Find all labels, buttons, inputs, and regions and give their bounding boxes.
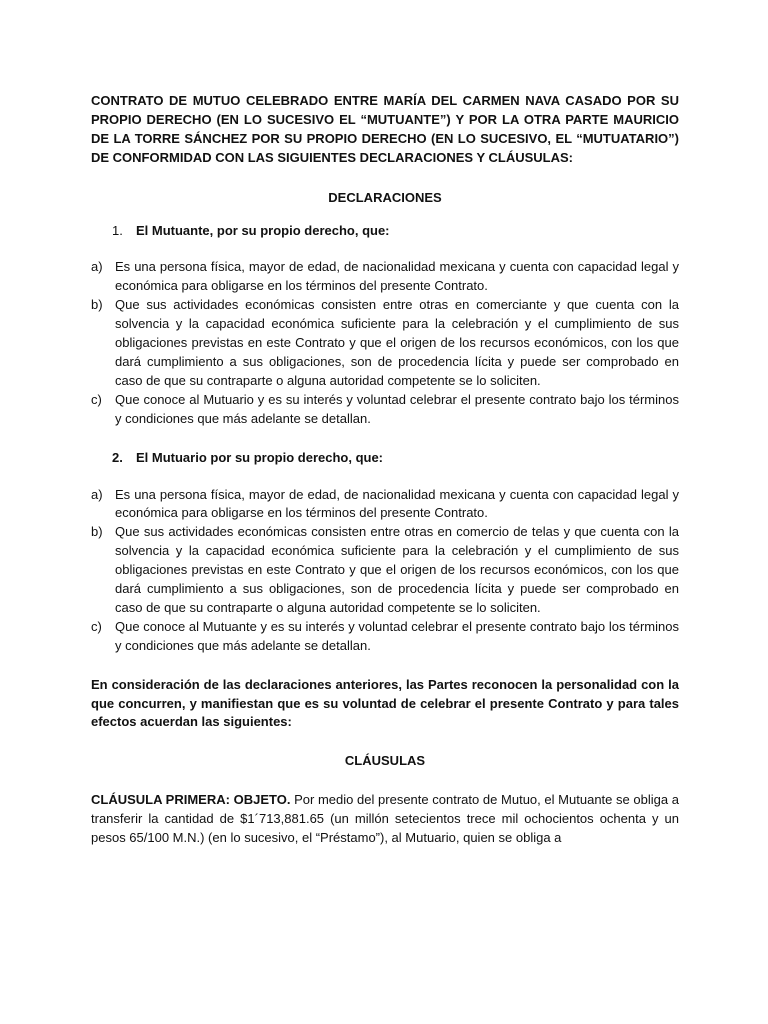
list-marker: c) (91, 391, 102, 407)
list-marker: c) (91, 618, 102, 634)
list-item (91, 618, 679, 656)
list-item-text: Que conoce al Mutuante y es su interés y voluntad celebrar el presente contrato bajo los términos y condiciones que más adelante se detallan. (115, 618, 679, 653)
list-marker: b) (91, 297, 103, 313)
section-2-number: 2. (112, 449, 123, 465)
section-1-label: El Mutuante, por su propio derecho, que: (136, 222, 390, 238)
consideration-paragraph: En consideración de las declaraciones anteriores, las Partes reconocen la personalidad con la que concurren, y manifiestan que es su voluntad de celebrar el presente Contrato y para tales efectos acuerdan las siguientes: (91, 676, 679, 730)
list-item (91, 486, 679, 524)
clausula-primera-label: CLÁUSULA PRIMERA: OBJETO. (91, 792, 291, 808)
section-2-list (91, 486, 679, 656)
list-marker: a) (91, 259, 103, 275)
section-2-label: El Mutuario por su propio derecho, que: (136, 449, 384, 465)
document-content (91, 92, 679, 848)
section-1-number: 1. (112, 222, 123, 238)
declaraciones-heading: DECLARACIONES (328, 189, 442, 205)
section-1-list (91, 258, 679, 428)
list-item-text: Es una persona física, mayor de edad, de nacionalidad mexicana y cuenta con capacidad legal y económica para obligarse en los términos del presente Contrato. (115, 486, 679, 521)
section-1-heading (91, 222, 679, 241)
clausulas-heading: CLÁUSULAS (344, 753, 426, 769)
list-item (91, 296, 679, 391)
list-item-text: Que conoce al Mutuario y es su interés y voluntad celebrar el presente contrato bajo los términos y condiciones que más adelante se detallan. (115, 391, 679, 426)
list-item (91, 523, 679, 618)
contract-title: CONTRATO DE MUTUO CELEBRADO ENTRE MARÍA DEL CARMEN NAVA CASADO POR SU PROPIO DERECHO (EN LO SUCESIVO EL “MUTUANTE”) Y POR LA OTRA PARTE MAURICIO DE LA TORRE SÁNCHEZ POR SU PROPIO DERECHO (EN LO SUCESIVO, EL “MUTUATARIO”) DE CONFORMIDAD CON LAS SIGUIENTES DECLARACIONES Y CLÁUSULAS: (91, 93, 679, 165)
list-item-text: Es una persona física, mayor de edad, de nacionalidad mexicana y cuenta con capacidad legal y económica para obligarse en los términos del presente Contrato. (115, 259, 679, 294)
clausula-primera-paragraph (91, 791, 679, 848)
list-marker: b) (91, 524, 103, 540)
list-item (91, 258, 679, 296)
list-item-text: Que sus actividades económicas consisten entre otras en comerciante y que cuenta con la solvencia y la capacidad económica suficiente para la celebración y el cumplimiento de sus obligaciones previstas en este Contrato y que el origen de los recursos económicos, con los que dará cumplimiento a sus obligaciones, son de procedencia lícita y puede ser comprobado en caso de que su contraparte o alguna autoridad competente se lo soliciten. (115, 297, 679, 388)
list-item-text: Que sus actividades económicas consisten entre otras en comercio de telas y que cuenta con la solvencia y la capacidad económica suficiente para la celebración y el cumplimiento de sus obligaciones previstas en este Contrato y que el origen de los recursos económicos, con los que dará cumplimiento a sus obligaciones, son de procedencia lícita y puede ser comprobado en caso de que su contraparte o alguna autoridad competente se lo soliciten. (115, 524, 679, 615)
clausula-primera-text: Por medio del presente contrato de Mutuo, el Mutuante se obliga a transferir la cantidad de $1´713,881.65 (un millón setecientos trece mil ochocientos ochenta y un pesos 65/100 M.N.) (en lo sucesivo, el “Préstamo”), al Mutuario, quien se obliga a (91, 792, 680, 846)
list-item (91, 391, 679, 429)
section-2-heading (91, 449, 679, 468)
list-marker: a) (91, 486, 103, 502)
